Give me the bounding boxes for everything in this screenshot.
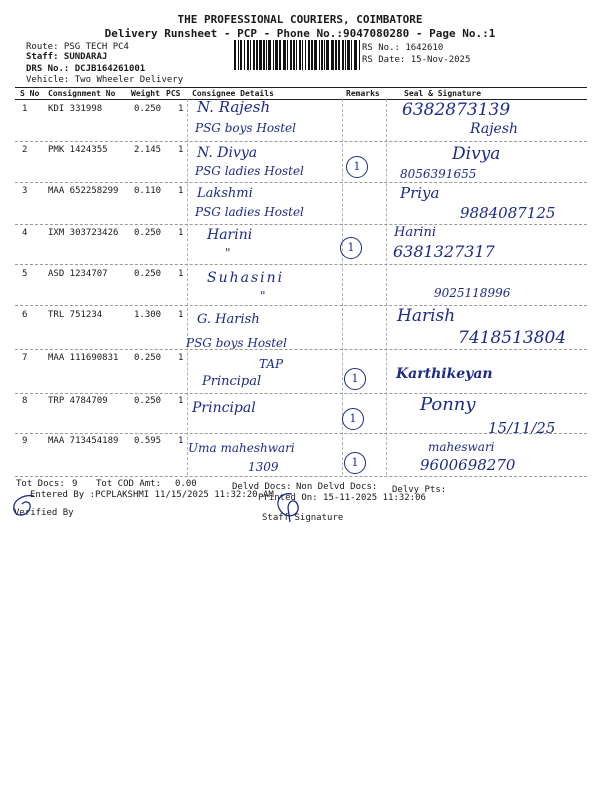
col-consignee: Consignee Details <box>192 89 274 98</box>
row-2-consignment: PMK 1424355 <box>48 145 108 155</box>
vehicle-label: Vehicle: Two Wheeler Delivery <box>26 75 184 85</box>
row-4-sno: 4 <box>22 228 28 238</box>
barcode-bar <box>263 40 265 70</box>
row-8-weight: 0.250 <box>134 396 162 406</box>
col-separator <box>187 99 188 475</box>
barcode-bar <box>290 40 292 70</box>
col-seal-signature: Seal & Signature <box>404 89 482 98</box>
barcode-bar <box>238 40 239 70</box>
col-pcs: PCS <box>166 89 181 98</box>
row-6-consignment: TRL 751234 <box>48 310 103 320</box>
barcode-bar <box>247 40 249 70</box>
row-1-consignment: KDI 331998 <box>48 104 103 114</box>
barcode-bar <box>279 40 281 70</box>
row-7-signature: Karthikeyan <box>396 366 493 382</box>
row-1-consignee-address: PSG boys Hostel <box>195 121 296 135</box>
row-9-seal-phone: 9600698270 <box>420 456 516 474</box>
verifier-signature-scribble <box>4 492 54 522</box>
row-7-remark-mark: 1 <box>344 368 366 390</box>
barcode-bar <box>268 40 271 70</box>
barcode-bar <box>302 40 303 70</box>
row-3-signature: Priya <box>400 184 440 202</box>
row-9-consignment: MAA 713454189 <box>48 436 119 446</box>
row-1-weight: 0.250 <box>134 104 162 114</box>
row-6-consignee-address: PSG boys Hostel <box>186 336 287 350</box>
barcode-bar <box>283 40 286 70</box>
row-5-consignee-address: " <box>260 289 266 303</box>
row-9-pcs: 1 <box>178 436 184 446</box>
row-8-remark-mark: 1 <box>342 408 364 430</box>
row-1-consignee-name: N. Rajesh <box>197 98 271 116</box>
row-9-sno: 9 <box>22 436 28 446</box>
rs-date: RS Date: 15-Nov-2025 <box>362 55 471 65</box>
row-8-signature: Ponny <box>420 394 476 415</box>
row-8-pcs: 1 <box>178 396 184 406</box>
barcode-bar <box>234 40 236 70</box>
route-label: Route: PSG TECH PC4 <box>26 42 129 52</box>
row-4-remark-mark: 1 <box>340 237 362 259</box>
row-3-seal-phone: 9884087125 <box>460 204 556 222</box>
row-4-seal-phone: 6381327317 <box>393 242 495 261</box>
row-7-consignment: MAA 111690831 <box>48 353 119 363</box>
barcode-bar <box>266 40 267 70</box>
barcode-bar <box>311 40 313 70</box>
row-2-consignee-name: N. Divya <box>197 145 258 161</box>
barcode-bar <box>319 40 320 70</box>
row-5-pcs: 1 <box>178 269 184 279</box>
barcode-bar <box>293 40 295 70</box>
delvd-docs-label: Delvd Docs: <box>232 482 292 492</box>
row-6-pcs: 1 <box>178 310 184 320</box>
non-delvd-docs-label: Non Delvd Docs: <box>296 482 378 492</box>
barcode-bar <box>250 40 251 70</box>
tot-docs-label: Tot Docs: <box>16 479 65 489</box>
row-7-pcs: 1 <box>178 353 184 363</box>
company-title: THE PROFESSIONAL COURIERS, COIMBATORE <box>177 13 423 26</box>
row-3-consignment: MAA 652258299 <box>48 186 119 196</box>
row-4-weight: 0.250 <box>134 228 162 238</box>
row-divider <box>15 224 587 225</box>
barcode-bar <box>331 40 334 70</box>
barcode-bar <box>308 40 310 70</box>
row-3-weight: 0.110 <box>134 186 162 196</box>
row-5-seal-phone: 9025118996 <box>434 286 511 300</box>
row-3-pcs: 1 <box>178 186 184 196</box>
barcode-bar <box>324 40 325 70</box>
runsheet-subtitle: Delivery Runsheet - PCP - Phone No.:9047080280 - Page No.:1 <box>104 27 496 40</box>
barcode-image <box>234 40 360 70</box>
row-3-sno: 3 <box>22 186 28 196</box>
entered-by: Entered By :PCPLAKSHMI 11/15/2025 11:32:20 AM <box>30 490 274 500</box>
row-5-consignment: ASD 1234707 <box>48 269 108 279</box>
row-6-seal-phone: 7418513804 <box>458 328 567 348</box>
row-9-signature: maheswari <box>428 440 495 454</box>
row-1-seal-phone: 6382873139 <box>402 100 511 120</box>
barcode-bar <box>326 40 329 70</box>
row-2-seal-phone: 8056391655 <box>400 167 477 181</box>
col-separator <box>386 99 387 475</box>
row-6-consignee-name: G. Harish <box>197 312 260 327</box>
row-divider <box>15 349 587 350</box>
staff-label: Staff: SUNDARAJ <box>26 52 108 62</box>
row-divider <box>15 393 587 394</box>
row-3-consignee-address: PSG ladies Hostel <box>195 205 304 219</box>
barcode-bar <box>240 40 242 70</box>
row-2-signature: Divya <box>452 144 501 164</box>
row-2-pcs: 1 <box>178 145 184 155</box>
table-top-rule <box>15 87 587 88</box>
barcode-bar <box>275 40 278 70</box>
row-5-consignee-name: Suhasini <box>207 270 285 286</box>
col-consignment: Consignment No <box>48 89 116 98</box>
row-1-signature: Rajesh <box>470 121 519 137</box>
row-7-consignee-address: Principal <box>202 374 262 389</box>
tot-docs-value: 9 <box>72 479 78 489</box>
row-5-weight: 0.250 <box>134 269 162 279</box>
row-1-sno: 1 <box>22 104 28 114</box>
row-divider <box>15 141 587 142</box>
row-4-signature: Harini <box>394 225 436 240</box>
barcode-bar <box>253 40 255 70</box>
col-remarks: Remarks <box>346 89 380 98</box>
row-divider <box>15 433 587 434</box>
barcode-bar <box>335 40 337 70</box>
table-bottom-rule <box>15 476 587 477</box>
barcode-bar <box>354 40 357 70</box>
row-7-sno: 7 <box>22 353 28 363</box>
barcode-bar <box>351 40 352 70</box>
barcode-bar <box>287 40 288 70</box>
row-2-sno: 2 <box>22 145 28 155</box>
row-3-consignee-name: Lakshmi <box>197 186 253 201</box>
printed-on: Printed On: 15-11-2025 11:32:06 <box>258 493 426 503</box>
barcode-bar <box>314 40 317 70</box>
barcode-bar <box>273 40 274 70</box>
barcode-bar <box>244 40 245 70</box>
row-7-consignee-name: TAP <box>259 357 284 371</box>
row-4-consignment: IXM 303723426 <box>48 228 119 238</box>
barcode-bar <box>342 40 344 70</box>
staff-signature-label: Staff Signature <box>262 513 344 523</box>
row-4-consignee-address: " <box>225 246 231 260</box>
cod-value: 0.00 <box>175 479 197 489</box>
row-4-consignee-name: Harini <box>207 227 253 243</box>
row-5-sno: 5 <box>22 269 28 279</box>
barcode-bar <box>338 40 340 70</box>
row-8-date: 15/11/25 <box>488 419 556 437</box>
row-2-remark-mark: 1 <box>346 156 368 178</box>
row-4-pcs: 1 <box>178 228 184 238</box>
row-divider <box>15 264 587 265</box>
barcode-bar <box>345 40 346 70</box>
row-8-consignment: TRP 4784709 <box>48 396 108 406</box>
barcode-bar <box>347 40 350 70</box>
row-6-weight: 1.300 <box>134 310 162 320</box>
drs-number: DRS No.: DCJB164261001 <box>26 64 146 74</box>
row-2-weight: 2.145 <box>134 145 162 155</box>
row-9-weight: 0.595 <box>134 436 162 446</box>
row-6-sno: 6 <box>22 310 28 320</box>
barcode-bar <box>305 40 306 70</box>
col-weight: Weight <box>131 89 160 98</box>
row-8-sno: 8 <box>22 396 28 406</box>
verified-by-label: Verified By <box>14 508 74 518</box>
barcode-bar <box>299 40 301 70</box>
row-7-weight: 0.250 <box>134 353 162 363</box>
row-divider <box>15 182 587 183</box>
row-1-pcs: 1 <box>178 104 184 114</box>
col-sno: S No <box>20 89 40 98</box>
row-9-remark-mark: 1 <box>344 452 366 474</box>
row-9-consignee-name: Uma maheshwari <box>188 441 295 455</box>
barcode-bar <box>321 40 323 70</box>
row-8-consignee-name: Principal <box>192 400 256 416</box>
barcode-bar <box>296 40 297 70</box>
row-2-consignee-address: PSG ladies Hostel <box>195 164 304 178</box>
row-divider <box>15 305 587 306</box>
cod-label: Tot COD Amt: <box>96 479 162 489</box>
barcode-bar <box>256 40 258 70</box>
row-6-signature: Harish <box>397 306 456 326</box>
staff-signature-scribble <box>268 490 316 524</box>
barcode-bar <box>359 40 360 70</box>
barcode-bar <box>259 40 262 70</box>
delvy-pts-label: Delvy Pts: <box>392 485 447 495</box>
rs-number: RS No.: 1642610 <box>362 43 444 53</box>
row-9-consignee-address: 1309 <box>248 460 279 474</box>
